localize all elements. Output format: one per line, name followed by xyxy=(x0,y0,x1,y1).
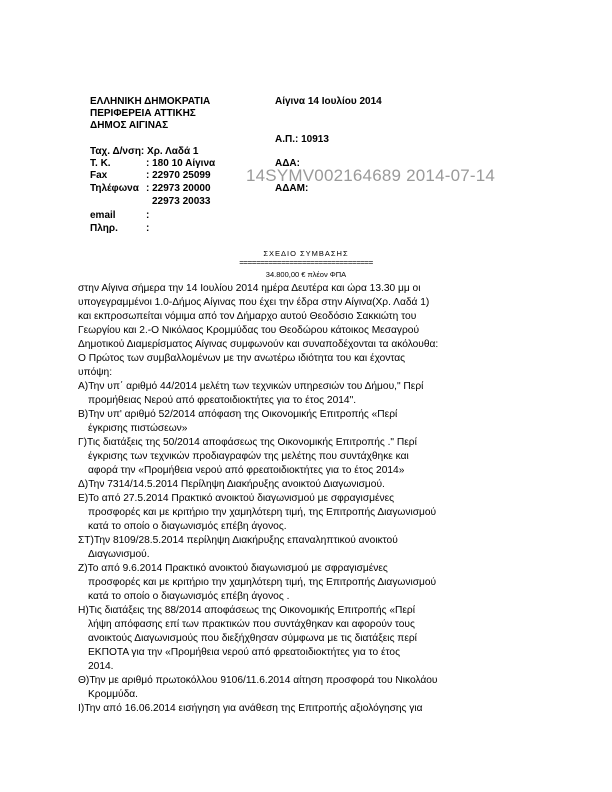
email-label: email xyxy=(90,210,116,221)
body-line: Γεωργίου και 2.-Ο Νικόλαος Κρομμύδας του Θεοδώρου κάτοικος Μεσαγρού xyxy=(78,325,420,336)
municipality-name: ΔΗΜΟΣ ΑΙΓΙΝΑΣ xyxy=(90,120,169,131)
body-line: υπογεγραμμένοι 1.0-Δήμος Αίγινας που έχει την έδρα στην Αίγινα(Χρ. Λαδά 1) xyxy=(78,297,430,308)
body-line: Γ)Τις διατάξεις της 50/2014 αποφάσεως της Οικονομικής Επιτροπής ." Περί xyxy=(78,437,417,448)
phone-label: Τηλέφωνα xyxy=(90,183,139,194)
phone-value-2: 22973 20033 xyxy=(152,196,211,207)
body-line: ανοικτούς Διαγωνισμούς που διεξήχθησαν σύμφωνα με τις διατάξεις περί xyxy=(88,633,417,644)
body-line: Κρομμύδα. xyxy=(88,689,138,700)
body-line: Θ)Την με αριθμό πρωτοκόλλου 9106/11.6.2014 αίτηση προσφορά του Νικολάου xyxy=(78,675,438,686)
contract-amount: 34.800,00 € πλέον ΦΠΑ xyxy=(265,270,347,279)
body-line: Δ)Την 7314/14.5.2014 Περίληψη Διακήρυξης ανοικτού Διαγωνισμού. xyxy=(78,479,385,490)
body-line: 2014. xyxy=(88,661,114,672)
body-line: Ο Πρώτος των συμβαλλομένων με την ανωτέρω ιδιότητα του και έχοντας xyxy=(78,353,406,364)
body-line: Ε)Το από 27.5.2014 Πρακτικό ανοικτού διαγωνισμού με σφραγισμένες xyxy=(78,493,395,504)
body-line: ΕΚΠΟΤΑ για την «Προμήθεια νερού από φρεατοιδιοκτήτες για το έτος xyxy=(88,647,400,658)
body-line: Δημοτικού Διαμερίσματος Αίγινας συμφωνούν και συναποδέχονται τα ακόλουθα: xyxy=(78,339,439,350)
body-line: έγκρισης των τεχνικών προδιαγραφών της μελέτης που συντάχθηκε και xyxy=(88,451,409,462)
country-name: ΕΛΛΗΝΙΚΗ ΔΗΜΟΚΡΑΤΙΑ xyxy=(90,96,211,107)
body-line: προσφορές και με κριτήριο την χαμηλότερη τιμή, της Επιτροπής Διαγωνισμού xyxy=(88,507,437,518)
body-line: Α)Την υπ΄ αριθμό 44/2014 μελέτη των τεχνικών υπηρεσιών του Δήμου," Περί xyxy=(78,381,424,392)
email-value: : xyxy=(146,210,150,221)
body-line: και εκπροσωπείται νόμιμα από τον Δήμαρχο αυτού Θεοδόσιο Σακκιώτη του xyxy=(78,311,417,322)
fax-value: : 22970 25099 xyxy=(146,170,211,181)
tk-label: Τ. Κ. xyxy=(90,158,111,169)
region-name: ΠΕΡΙΦΕΡΕΙΑ ΑΤΤΙΚΗΣ xyxy=(90,108,196,119)
body-line: προσφορές και με κριτήριο την χαμηλότερη τιμή, της Επιτροπής Διαγωνισμού xyxy=(88,577,437,588)
body-line: Η)Τις διατάξεις της 88/2014 αποφάσεως της Οικονομικής Επιτροπής «Περί xyxy=(78,605,415,616)
body-line: υπόψη: xyxy=(78,367,113,378)
body-line: προμήθειας Νερού από φρεατοιδιοκτήτες για το έτος 2014". xyxy=(88,395,357,406)
contract-body xyxy=(78,282,538,716)
body-line: κατά το οποίο ο διαγωνισμός επέβη άγονος . xyxy=(88,591,290,602)
body-line: Ι)Την από 16.06.2014 εισήγηση για ανάθεση της Επιτροπής αξιολόγησης για xyxy=(78,703,423,714)
body-line: Διαγωνισμού. xyxy=(88,549,150,560)
address-line: Ταχ. Δ/νση: Χρ. Λαδά 1 xyxy=(90,146,199,157)
body-line: λήψη απόφασης επί των πρακτικών που συντάχθηκαν και αφορούν τους xyxy=(88,619,415,630)
body-line: κατά το οποίο ο διαγωνισμός επέβη άγονος. xyxy=(88,521,287,532)
body-line: αφορά την «Προμήθεια νερού από φρεατοιδιοκτήτες για το έτος 2014» xyxy=(88,465,405,476)
protocol-number: Α.Π.: 10913 xyxy=(275,134,329,145)
adam-label: ΑΔΑΜ: xyxy=(275,183,309,194)
body-line: στην Αίγινα σήμερα την 14 Ιουλίου 2014 ημέρα Δευτέρα και ώρα 13.30 μμ οι xyxy=(78,283,421,294)
fax-label: Fax xyxy=(90,170,108,181)
info-label: Πληρ. xyxy=(90,223,118,234)
document-title: ΣΧΕΔΙΟ ΣΥΜΒΑΣΗΣ xyxy=(263,249,349,258)
ada-watermark: 14SYMV002164689 2014-07-14 xyxy=(246,166,496,185)
document-date: Αίγινα 14 Ιουλίου 2014 xyxy=(275,96,382,107)
phone-value-1: : 22973 20000 xyxy=(146,183,211,194)
tk-value: : 180 10 Αίγινα xyxy=(146,158,216,169)
body-line: Β)Την υπ' αριθμό 52/2014 απόφαση της Οικονομικής Επιτροπής «Περί xyxy=(78,409,398,420)
body-line: ΣΤ)Την 8109/28.5.2014 περίληψη Διακήρυξης επαναληπτικού ανοικτού xyxy=(78,535,398,546)
body-line: έγκρισης πιστώσεων» xyxy=(88,423,188,434)
body-line: Ζ)Το από 9.6.2014 Πρακτικό ανοικτού διαγωνισμού με σφραγισμένες xyxy=(78,563,388,574)
info-value: : xyxy=(146,223,150,234)
ada-label: ΑΔΑ: xyxy=(275,158,300,169)
title-underline: ================================ xyxy=(239,258,373,267)
